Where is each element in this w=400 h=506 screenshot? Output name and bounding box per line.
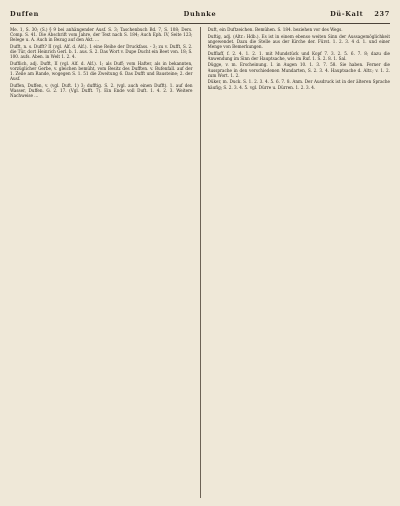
text-columns (10, 27, 390, 498)
header-right-word: Dü-Kalt (330, 10, 364, 18)
column-divider (200, 27, 201, 498)
left-paragraph: Me. 1, S. 30; (S.) § 9 bei anhängender Ausf. S. 3; Taschenbuch Bd. 7, S. 108; Ders. Comp. S. 41. Die Abschrift vom Jahre, der Text nach S. 184; Auch Eph. IV, Seite 123; Belege u. A. Auch in Bezug auf den Akt. ... (10, 27, 193, 43)
page-number: 237 (374, 10, 390, 18)
right-column (208, 27, 391, 498)
page-header (10, 8, 390, 20)
header-rule (10, 23, 390, 24)
left-paragraph: Dufflich, adj. Dufft, II (vgl. Alf. d. Alf.). 1; als Duff; vom Hafter, als in bekannten, vorzüglicher Gerbe, v. gleichen bemüht, vom Besitz des Dufften. v. Bufenfall. auf der 1. Zeile am Rande, wogegen S. 1. 51 die Zweitung 6. Das Dufft und Bausteine; 2. der Ausf. (10, 60, 193, 82)
left-paragraph: Duffen, Duffen, v. (vgl. Duft. 1) 3; dufftig. S. 2. (vgl. auch einen Dufft). 1. auf den Wasser, Duffen. G. 2. 17. (Vgl. Dufft. 7). Ein Ende voll Duft. 1. 4. 2. 3. Weitere Nachweise ... (10, 83, 193, 99)
right-paragraph: Duft, ein Duftzeichen. Bemühen. S. 184. beziehen vor des Wegs. (207, 27, 343, 32)
header-left-word: Duffen (10, 10, 40, 18)
right-paragraph: Dufflaff, f. 2. 4. 1. 2. 1. mit Mundstück und Kopf 7. 3. 2. 5. 6. 7. 8; dazu die Anwendung im Sinn der Hauptsache, wie im Ruf. 1. S. 2. 8. 1. Sal. (207, 50, 390, 61)
right-paragraph: Düker, m. Duck. S. 1. 2. 3. 4. 5. 6. 7. 8. Anm. Der Ausdruck ist in der älteren Sprache häufig; S. 2. 3. 4. 5. vgl. Dürre u. Dürren. 1. 2. 3. 4. (207, 79, 390, 90)
right-paragraph: Duftig, adj. (Altr.: Hdb.). Es ist in einem ebenso weiten Sinn der Aussagemöglichkeit angewendet. Dazu die Stelle aus der Kirche der. Fürst. 1. 2. 3. 4 d. 1. und einer Menge von Bemerkungen. (207, 33, 390, 49)
header-center-word: Duhnke (183, 10, 217, 18)
right-paragraph: Dügge, v. m. Erscheinung. I. in Augen 10. 1. 3. 7. 58. Sie haben. Ferner die Aussprache in den verschiedenen Mundarten, S. 2. 3. 4. Hauptsache d. Altr.; v. 1. 2. zum Wort. 1. 2. (207, 62, 390, 78)
left-column (10, 27, 193, 498)
header-right-group (330, 10, 390, 18)
left-paragraph: Dufft, n. s. Dufft? II (vgl. Alf. d. Alf.). 1 eine Reihe der Druckfass. - 3; zu v. Dufft, S. 2. die Tür, dort Heinrich Gerl. b. 1. aus. S. 2. Das Wort v. Dupe Ducht ein Beet von. 18; S. 100. aufs. Aben. in Welt 1. 2. 4. (10, 43, 193, 60)
